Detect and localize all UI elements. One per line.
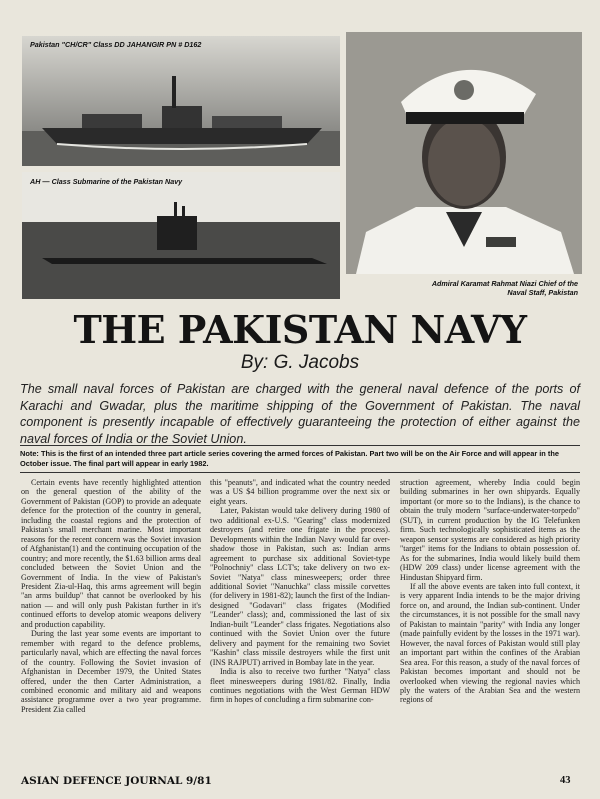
article-byline: By: G. Jacobs — [240, 352, 360, 373]
journal-footer: ASIAN DEFENCE JOURNAL 9/81 — [21, 775, 212, 787]
col2-paragraph: this "peanuts", and indicated what the country needed was a US $4 billion programme over the next six or eight years. — [210, 478, 390, 506]
column-2 — [210, 478, 390, 705]
admiral-caption-line1: Admiral Karamat Rahmat Niazi Chief of the — [431, 279, 578, 288]
col2-paragraph: Later, Pakistan would take delivery during 1980 of two additional ex-U.S. "Gearing" class modernized destroyers (and retire one frigate in the process). Developments within the Indian Navy would far over-shadow those in Pakistan, such as: Indian arms agreement to purchase six additional Soviet-type "Polnochniy" class LCT's; take delivery on two ex-Soviet "Natya" class minesweepers; order three additional Soviet "Nanuchka" class missile corvettes (for delivery in 1981-82); launch the first of the Indian-designed "Godavari" class frigates (Modified "Leander" class); and, commissioned the last of six Indian-built "Leander" class frigates. Negotiations also continued with the Soviet Union over the future delivery and payment for the remaining two Soviet "Kashin" class missile destroyers while the first unit (INS RAJPUT) arrived in Bombay late in the year. — [210, 506, 390, 667]
series-note: Note: This is the first of an intended three part article series covering the armed forces of Pakistan. Part two will be on the Air Force and will appear in the October issue. The final part will appear in early 1982. — [20, 449, 559, 468]
divider-top — [20, 445, 580, 446]
admiral-portrait — [346, 32, 582, 274]
page-number: 43 — [560, 775, 571, 786]
article-standfirst: The small naval forces of Pakistan are charged with the general naval defence of the ports of Karachi and Gwadar, plus the maritime shipping of the Government of Pakistan. The naval component is presently incapable of effectively guaranteeing the protection of either against the naval forces of India or the Soviet Union. — [20, 382, 580, 446]
divider-bottom — [20, 472, 580, 473]
submarine-photo — [22, 172, 340, 299]
col2-paragraph: India is also to receive two further "Natya" class fleet minesweepers during 1981/82. Finally, India continues negotiations with the West German HDW firm in hopes of concluding a firm submarine con- — [210, 667, 390, 705]
destroyer-caption: Pakistan "CH/CR" Class DD JAHANGIR PN # D162 — [30, 40, 202, 49]
column-1 — [21, 478, 201, 714]
column-3 — [400, 478, 580, 705]
col3-paragraph: If all the above events are taken into full context, it is very apparent India intends to be the major driving force on, and around, the Indian sub-continent. Under the circumstances, it is not possible for the small navy of Pakistan to maintain "parity" with India any longer (made painfully evident by the losses in the 1971 war). However, the naval forces of Pakistan would still play an important part within the confines of the Arabian Sea area. For this reason, a study of the naval forces of Pakistan becomes important and should not be overlooked when viewing the regional navies which ply the waters of the Arabian Sea and the western regions of — [400, 581, 580, 705]
article-title: THE PAKISTAN NAVY — [73, 307, 527, 352]
col1-paragraph: During the last year some events are important to remember with regard to the defence problems, particularly naval, which are effecting the naval forces of the country. Following the Soviet invasion of Afghanistan in December 1979, the United States offered, under the then Carter Administration, a combined economic and military aid and weapons assistance programme over a two year programme. President Zia called — [21, 629, 201, 714]
col3-paragraph: struction agreement, whereby India could begin building submarines in her own shipyards. Equally important (or more so to the Indians), is the chance to obtain the truly modern "surface-underwater-torpedo" (SUT), in current production by the IG Telefunken firm. Such technologically sophisticated items as the weapon sensor systems are considered as high priority "target" items for the Indians to obtain possession of. As for the submarines, India would likely build them (HDW 209 class) under license agreement with the Hindustan Shipyard firm. — [400, 478, 580, 582]
submarine-caption: AH — Class Submarine of the Pakistan Navy — [30, 177, 183, 186]
admiral-caption-line2: Naval Staff, Pakistan — [507, 288, 578, 297]
col1-paragraph: Certain events have recently highlighted attention on the general question of the ability of the Government of Pakistan (GOP) to provide an adequate defence for the protection of the country in general, including the coastal regions and the protection of Pakistan's small merchant marine. Most important reasons for the recent concern was the Soviet invasion of Afghanistan(1) and the continuing occupation of the country; and more recently, the $1.63 billion arms deal concluded between the Soviet Union and the Government of India. In the view of Pakistan's President Zia-ul-Haq, this arms agreement will begin "an arms buildup" that cannot be overlooked by his nation — and will only push Pakistan further in it's continued efforts to develop atomic weapons delivery and production capability. — [21, 478, 201, 629]
destroyer-photo — [22, 36, 340, 166]
